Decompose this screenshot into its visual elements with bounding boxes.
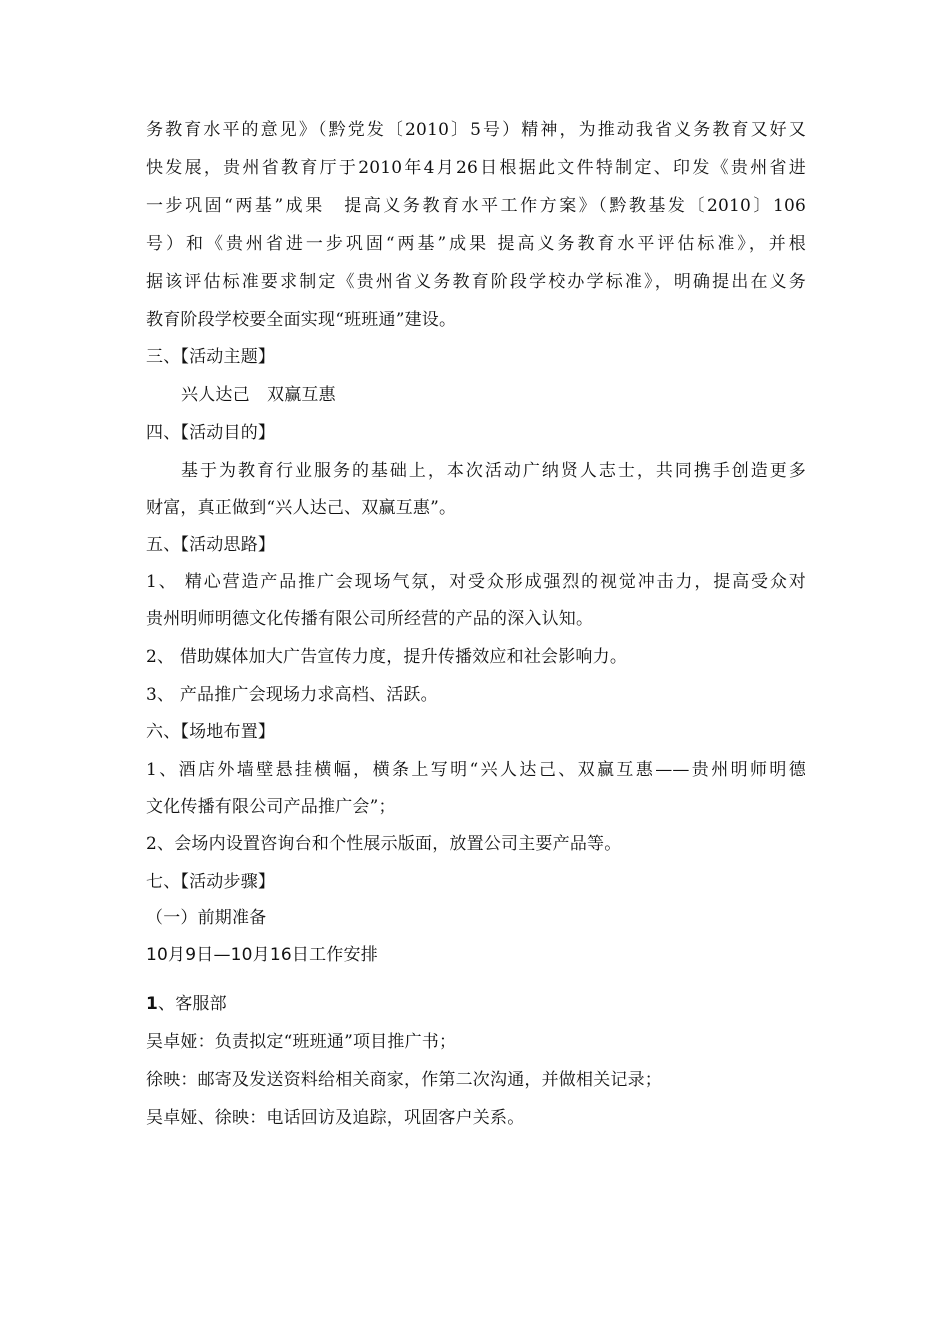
intro-line-6: 教育阶段学校要全面实现“班班通”建设。	[146, 310, 457, 330]
schedule-line: 10月9日—10月16日工作安排	[146, 945, 378, 965]
section5-item-3: 3、 产品推广会现场力求高档、活跃。	[146, 685, 438, 705]
intro-line-2: 快发展，贵州省教育厅于2010年4月26日根据此文件特制定、印发《贵州省进	[146, 158, 806, 178]
department-name: 、客服部	[158, 994, 227, 1014]
task-line-2: 徐映：邮寄及发送资料给相关商家，作第二次沟通，并做相关记录；	[146, 1070, 662, 1090]
section5-item-2: 2、 借助媒体加大广告宣传力度，提升传播效应和社会影响力。	[146, 647, 628, 667]
section6-item-1: 1、酒店外墙壁悬挂横幅，横条上写明“兴人达己、双赢互惠——贵州明师明德	[146, 760, 806, 780]
section6-item-2: 2、会场内设置咨询台和个性展示版面，放置公司主要产品等。	[146, 834, 622, 854]
section7-sub-heading: （一）前期准备	[146, 908, 267, 928]
section6-item-1-cont: 文化传播有限公司产品推广会”；	[146, 797, 396, 817]
intro-line-4: 号）和《贵州省进一步巩固“两基”成果 提高义务教育水平评估标准》，并根	[146, 234, 806, 254]
section7-heading: 七、【活动步骤】	[146, 872, 276, 892]
section3-text: 兴人达己 双赢互惠	[181, 385, 336, 405]
intro-line-5: 据该评估标准要求制定《贵州省义务教育阶段学校办学标准》，明确提出在义务	[146, 272, 806, 292]
section5-item-1: 1、 精心营造产品推广会现场气氛，对受众形成强烈的视觉冲击力，提高受众对	[146, 572, 806, 592]
section4-line-2: 财富，真正做到“兴人达己、双赢互惠”。	[146, 498, 457, 518]
department-number: 1	[146, 994, 159, 1014]
section6-heading: 六、【场地布置】	[146, 722, 276, 742]
section4-heading: 四、【活动目的】	[146, 423, 276, 443]
section3-heading: 三、【活动主题】	[146, 347, 276, 367]
intro-line-1: 务教育水平的意见》（黔党发〔2010〕5号）精神，为推动我省义务教育又好又	[146, 120, 806, 140]
section5-heading: 五、【活动思路】	[146, 535, 276, 555]
task-line-1: 吴卓娅：负责拟定“班班通”项目推广书；	[146, 1032, 457, 1052]
intro-line-3: 一步巩固“两基”成果 提高义务教育水平工作方案》（黔教基发〔2010〕106	[146, 196, 806, 216]
department-heading	[146, 992, 806, 1016]
section4-line-1: 基于为教育行业服务的基础上，本次活动广纳贤人志士，共同携手创造更多	[181, 461, 806, 481]
task-line-3: 吴卓娅、徐映：电话回访及追踪，巩固客户关系。	[146, 1108, 525, 1128]
section5-item-1-cont: 贵州明师明德文化传播有限公司所经营的产品的深入认知。	[146, 609, 594, 629]
